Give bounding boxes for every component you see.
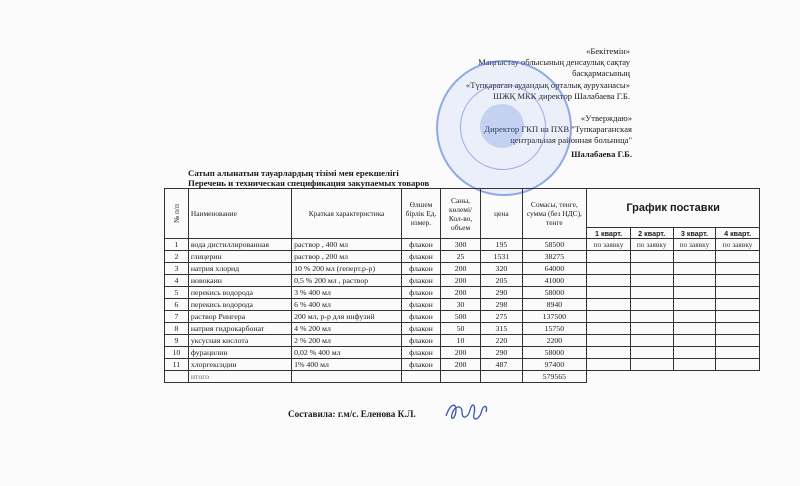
row-sum: 2200	[522, 335, 587, 347]
total-cell-empty	[440, 371, 481, 383]
row-unit: флакон	[402, 287, 441, 299]
header-q3: 3 кварт.	[673, 228, 716, 239]
header-price: цена	[481, 189, 522, 239]
row-num: 5	[165, 287, 189, 299]
row-name: новокаин	[188, 275, 291, 287]
seal-emblem	[480, 104, 524, 148]
header-name: Наименование	[188, 189, 291, 239]
row-unit: флакон	[402, 263, 441, 275]
row-price: 275	[481, 311, 522, 323]
row-num: 10	[165, 347, 189, 359]
table-row	[165, 287, 760, 299]
row-q4	[716, 347, 760, 359]
row-num: 1	[165, 239, 189, 251]
approval-kz-line: ШЖҚ МКК директор Шалабаева Г.Б.	[493, 90, 630, 101]
row-price: 290	[481, 287, 522, 299]
row-q2	[630, 335, 673, 347]
row-q3	[673, 299, 716, 311]
row-name: вода дистиллированная	[188, 239, 291, 251]
row-sum: 41000	[522, 275, 587, 287]
row-qty: 300	[440, 239, 481, 251]
row-desc: 0,5 % 200 мл , раствор	[292, 275, 402, 287]
row-q1	[587, 359, 631, 371]
approval-kz-line: басқармасының	[572, 68, 630, 79]
row-qty: 200	[440, 263, 481, 275]
row-unit: флакон	[402, 359, 441, 371]
row-q4	[716, 299, 760, 311]
row-unit: флакон	[402, 335, 441, 347]
row-sum: 58500	[522, 239, 587, 251]
row-price: 320	[481, 263, 522, 275]
row-price: 195	[481, 239, 522, 251]
row-q3: по заявку	[673, 239, 716, 251]
row-q3	[673, 275, 716, 287]
approval-ru-line: Директор ГКП на ПХВ "Тупкараганская	[484, 124, 632, 135]
row-name: натрия хлорид	[188, 263, 291, 275]
row-q1	[587, 263, 631, 275]
row-num: 6	[165, 299, 189, 311]
row-q2	[630, 263, 673, 275]
row-qty: 10	[440, 335, 481, 347]
row-q4	[716, 263, 760, 275]
row-q2	[630, 323, 673, 335]
row-q3	[673, 287, 716, 299]
header-q4: 4 кварт.	[716, 228, 760, 239]
row-q2	[630, 311, 673, 323]
row-unit: флакон	[402, 299, 441, 311]
row-q2	[630, 299, 673, 311]
row-q1	[587, 275, 631, 287]
compiled-by: Составила: г.м/с. Еленова К.Л.	[288, 409, 416, 419]
row-name: раствор Рингера	[188, 311, 291, 323]
row-name: хлоргексидин	[188, 359, 291, 371]
row-qty: 500	[440, 311, 481, 323]
total-label: итого	[188, 371, 291, 383]
row-q1	[587, 347, 631, 359]
row-q1	[587, 311, 631, 323]
header-q2: 2 кварт.	[630, 228, 673, 239]
header-q1: 1 кварт.	[587, 228, 631, 239]
table-row	[165, 323, 760, 335]
row-q2	[630, 251, 673, 263]
row-unit: флакон	[402, 239, 441, 251]
row-desc: 10 % 200 мл (геперт.р-р)	[292, 263, 402, 275]
approval-ru-signature: Шалабаева Г.Б.	[571, 148, 632, 159]
row-desc: раствор , 400 мл	[292, 239, 402, 251]
row-price: 487	[481, 359, 522, 371]
total-cell-empty	[292, 371, 402, 383]
row-sum: 58000	[522, 287, 587, 299]
row-desc: раствор , 200 мл	[292, 251, 402, 263]
row-sum: 38275	[522, 251, 587, 263]
table-row	[165, 251, 760, 263]
row-price: 220	[481, 335, 522, 347]
row-q2: по заявку	[630, 239, 673, 251]
total-cell-empty	[481, 371, 522, 383]
row-q1	[587, 251, 631, 263]
row-desc: 3 % 400 мл	[292, 287, 402, 299]
row-q4	[716, 311, 760, 323]
row-price: 1531	[481, 251, 522, 263]
row-q3	[673, 311, 716, 323]
header-num-label: № п/п	[171, 204, 181, 223]
row-num: 4	[165, 275, 189, 287]
row-q4	[716, 359, 760, 371]
approval-kz-line: Маңғыстау облысының денсаулық сақтау	[478, 57, 630, 68]
row-name: фурацилин	[188, 347, 291, 359]
row-q3	[673, 359, 716, 371]
header-desc: Краткая характеристика	[292, 189, 402, 239]
table-row	[165, 263, 760, 275]
row-name: натрия гидрокарбонат	[188, 323, 291, 335]
row-qty: 200	[440, 347, 481, 359]
row-desc: 2 % 200 мл	[292, 335, 402, 347]
row-qty: 200	[440, 287, 481, 299]
row-q4: по заявку	[716, 239, 760, 251]
row-num: 9	[165, 335, 189, 347]
row-num: 3	[165, 263, 189, 275]
approval-ru-line: «Утверждаю»	[580, 113, 632, 123]
row-name: глицерин	[188, 251, 291, 263]
row-q4	[716, 275, 760, 287]
total-cell-empty	[165, 371, 189, 383]
row-price: 290	[481, 347, 522, 359]
header-sum: Сомасы, тенге, сумма (без НДС), тенге	[522, 189, 587, 239]
row-name: уксусная кислота	[188, 335, 291, 347]
row-q4	[716, 251, 760, 263]
row-q1	[587, 287, 631, 299]
specification-table	[164, 188, 760, 383]
row-qty: 30	[440, 299, 481, 311]
row-q1	[587, 335, 631, 347]
row-desc: 4 % 200 мл	[292, 323, 402, 335]
row-sum: 64000	[522, 263, 587, 275]
row-qty: 50	[440, 323, 481, 335]
total-cell-empty	[402, 371, 441, 383]
row-q4	[716, 335, 760, 347]
row-q4	[716, 287, 760, 299]
header-unit: Өлшем бірлік Ед. измер.	[402, 189, 441, 239]
row-q3	[673, 335, 716, 347]
row-q4	[716, 323, 760, 335]
row-unit: флакон	[402, 275, 441, 287]
row-q3	[673, 251, 716, 263]
row-name: перекись водорода	[188, 287, 291, 299]
table-body	[165, 239, 760, 383]
row-desc: 200 мл, р-р для инфузий	[292, 311, 402, 323]
row-price: 298	[481, 299, 522, 311]
table-row	[165, 335, 760, 347]
row-qty: 200	[440, 275, 481, 287]
handwritten-signature	[444, 398, 490, 426]
row-sum: 15750	[522, 323, 587, 335]
row-unit: флакон	[402, 347, 441, 359]
row-name: перекись водорода	[188, 299, 291, 311]
row-q2	[630, 275, 673, 287]
approval-kz-line: «Түпқараған аудандық орталық ауруханасы»	[465, 79, 630, 90]
row-num: 11	[165, 359, 189, 371]
row-q1	[587, 299, 631, 311]
row-price: 315	[481, 323, 522, 335]
row-unit: флакон	[402, 323, 441, 335]
header-num	[165, 189, 189, 239]
row-unit: флакон	[402, 311, 441, 323]
row-sum: 97400	[522, 359, 587, 371]
table-row	[165, 311, 760, 323]
table-row	[165, 347, 760, 359]
row-num: 8	[165, 323, 189, 335]
row-unit: флакон	[402, 251, 441, 263]
table-row	[165, 299, 760, 311]
row-q1	[587, 323, 631, 335]
row-qty: 200	[440, 359, 481, 371]
row-num: 2	[165, 251, 189, 263]
approval-ru-line: центральная районная больница"	[510, 135, 632, 146]
row-qty: 25	[440, 251, 481, 263]
row-q2	[630, 359, 673, 371]
official-seal-stamp	[436, 60, 572, 196]
table-total-row	[165, 371, 760, 383]
row-sum: 8940	[522, 299, 587, 311]
page-title-kz: Сатып алынатын тауарлардың тізімі мен ерекшелігі	[188, 168, 399, 178]
row-q3	[673, 263, 716, 275]
row-q2	[630, 287, 673, 299]
row-desc: 0,02 % 400 мл	[292, 347, 402, 359]
header-schedule: График поставки	[587, 189, 760, 228]
row-q2	[630, 347, 673, 359]
page-title-ru: Перечень и техническая спецификация закупаемых товаров	[188, 178, 430, 188]
table-row	[165, 275, 760, 287]
table-row	[165, 239, 760, 251]
header-qty: Саны, көлемі/ Кол-во, объем	[440, 189, 481, 239]
row-desc: 6 % 400 мл	[292, 299, 402, 311]
row-q3	[673, 323, 716, 335]
table-header-row	[165, 189, 760, 228]
approval-kz-line: «Бекітемін»	[586, 46, 630, 56]
total-sum: 579565	[522, 371, 587, 383]
row-desc: 1% 400 мл	[292, 359, 402, 371]
row-sum: 58000	[522, 347, 587, 359]
row-q1: по заявку	[587, 239, 631, 251]
table-row	[165, 359, 760, 371]
row-price: 205	[481, 275, 522, 287]
row-sum: 137500	[522, 311, 587, 323]
total-cell-blank	[587, 371, 760, 383]
row-q3	[673, 347, 716, 359]
row-num: 7	[165, 311, 189, 323]
